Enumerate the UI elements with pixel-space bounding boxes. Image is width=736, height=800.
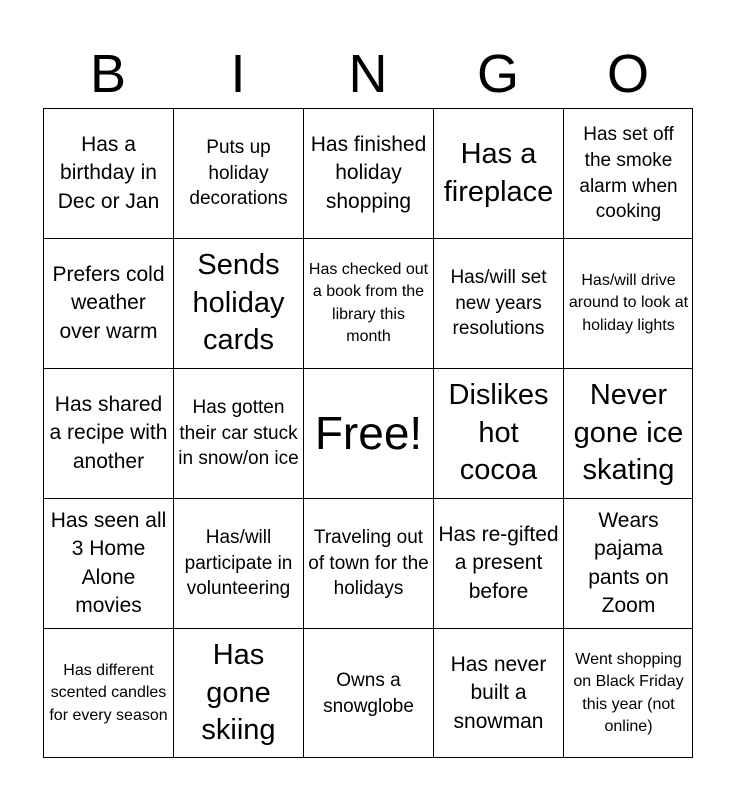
cell-text: Has a fireplace: [443, 137, 554, 208]
cell-text: Has set off the smoke alarm when cooking: [579, 124, 678, 223]
cell-text: Has/will participate in volunteering: [184, 527, 293, 600]
header-letter-b: B: [89, 44, 127, 104]
cell-text: Sends holiday cards: [192, 248, 285, 357]
bingo-cell-i2[interactable]: [173, 238, 303, 368]
bingo-cell-n1[interactable]: [303, 108, 433, 238]
header-letter-i: I: [230, 44, 246, 104]
bingo-cell-o4[interactable]: [563, 498, 693, 628]
cell-text: Has re-gifted a present before: [438, 522, 559, 603]
cell-text: Puts up holiday decorations: [189, 137, 288, 210]
header-letter-g: G: [476, 44, 519, 104]
bingo-cell-b2[interactable]: [43, 238, 173, 368]
cell-text: Dislikes hot cocoa: [448, 378, 549, 487]
cell-text: Wears pajama pants on Zoom: [588, 508, 669, 617]
cell-text: Has shared a recipe with another: [49, 392, 168, 473]
bingo-cell-b5[interactable]: [43, 628, 173, 758]
header-letter-o: O: [606, 44, 649, 104]
cell-text: Has never built a snowman: [450, 652, 547, 733]
cell-text: Has/will drive around to look at holiday lights: [568, 271, 689, 334]
bingo-cell-g1[interactable]: [433, 108, 563, 238]
cell-text: Has checked out a book from the library this month: [308, 260, 429, 345]
bingo-cell-free[interactable]: [303, 368, 433, 498]
cell-text: Has finished holiday shopping: [310, 132, 427, 213]
bingo-cell-g4[interactable]: [433, 498, 563, 628]
bingo-cell-b1[interactable]: [43, 108, 173, 238]
cell-text: Owns a snowglobe: [323, 669, 414, 717]
bingo-cell-i5[interactable]: [173, 628, 303, 758]
bingo-cell-i4[interactable]: [173, 498, 303, 628]
cell-text: Went shopping on Black Friday this year (not online): [573, 650, 684, 735]
bingo-cell-n4[interactable]: [303, 498, 433, 628]
bingo-cell-b4[interactable]: [43, 498, 173, 628]
bingo-cell-b3[interactable]: [43, 368, 173, 498]
cell-text: Has different scented candles for every season: [49, 661, 168, 724]
header-letter-n: N: [348, 44, 388, 104]
cell-text: Has seen all 3 Home Alone movies: [50, 508, 167, 617]
bingo-header: [43, 40, 693, 108]
cell-text: Traveling out of town for the holidays: [308, 527, 429, 600]
cell-text: Never gone ice skating: [573, 378, 684, 487]
bingo-cell-i1[interactable]: [173, 108, 303, 238]
cell-text: Has gone skiing: [201, 638, 276, 747]
cell-text: Has a birthday in Dec or Jan: [57, 132, 160, 213]
cell-text: Has/will set new years resolutions: [450, 267, 547, 340]
bingo-card-grid: [43, 108, 693, 758]
cell-text: Has gotten their car stuck in snow/on ice: [178, 397, 299, 470]
bingo-cell-o2[interactable]: [563, 238, 693, 368]
bingo-cell-o1[interactable]: [563, 108, 693, 238]
bingo-cell-n5[interactable]: [303, 628, 433, 758]
free-space-text: Free!: [314, 407, 423, 460]
bingo-cell-g3[interactable]: [433, 368, 563, 498]
cell-text: Prefers cold weather over warm: [52, 262, 165, 343]
bingo-cell-o3[interactable]: [563, 368, 693, 498]
bingo-cell-g2[interactable]: [433, 238, 563, 368]
bingo-cell-n2[interactable]: [303, 238, 433, 368]
bingo-cell-i3[interactable]: [173, 368, 303, 498]
bingo-cell-g5[interactable]: [433, 628, 563, 758]
bingo-cell-o5[interactable]: [563, 628, 693, 758]
